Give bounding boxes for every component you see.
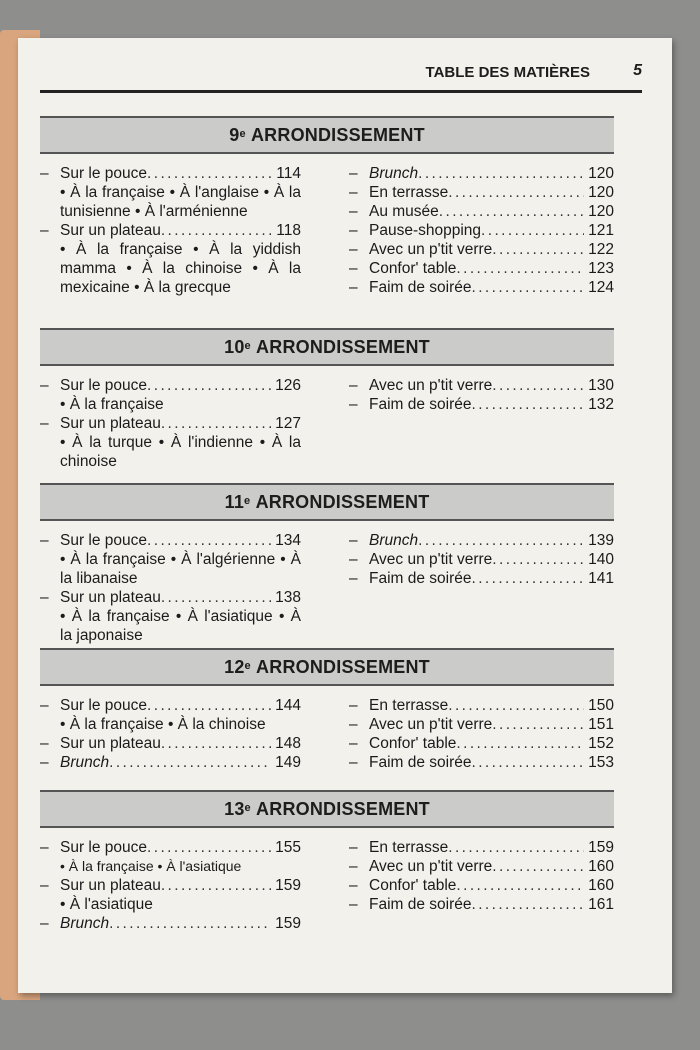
section-label: ARRONDISSEMENT xyxy=(250,798,430,819)
dot-leader xyxy=(418,531,584,550)
entry-page-number: 126 xyxy=(275,377,301,394)
dot-leader xyxy=(492,550,584,569)
entry-label: Au musée xyxy=(369,203,439,220)
toc-entry xyxy=(349,696,614,715)
entry-dash: – xyxy=(349,396,358,413)
section-number-suffix: e xyxy=(244,495,251,507)
section-number-suffix: e xyxy=(239,128,246,140)
dot-leader xyxy=(448,696,584,715)
right-column xyxy=(327,531,614,645)
toc-entry xyxy=(349,838,614,857)
dot-leader xyxy=(472,395,585,414)
section-label: ARRONDISSEMENT xyxy=(250,336,430,357)
entry-dash: – xyxy=(349,260,358,277)
dot-leader xyxy=(492,240,584,259)
dot-leader xyxy=(456,259,584,278)
entry-label: Avec un p'tit verre xyxy=(369,716,493,733)
toc-entry xyxy=(349,715,614,734)
section-columns xyxy=(40,531,614,645)
entry-subcategories: • À la française • À l'algérienne • À la libanaise xyxy=(60,551,301,587)
toc-entry xyxy=(40,696,301,715)
entry-page-number: 159 xyxy=(588,839,614,856)
toc-entry xyxy=(349,183,614,202)
section-columns xyxy=(40,164,614,297)
dot-leader xyxy=(147,838,271,857)
toc-entry xyxy=(349,240,614,259)
entry-dash: – xyxy=(40,165,49,182)
entry-label: Sur un plateau xyxy=(60,415,161,432)
entry-page-number: 123 xyxy=(588,260,614,277)
entry-dash: – xyxy=(349,222,358,239)
toc-entry xyxy=(349,202,614,221)
entry-page-number: 141 xyxy=(588,570,614,587)
section-number: 11 xyxy=(224,491,245,512)
toc-entry xyxy=(40,531,301,550)
section-label: ARRONDISSEMENT xyxy=(250,656,430,677)
entry-subcategories: • À la française • À la yiddish mamma • À la chinoise • À la mexicaine • À la grecque xyxy=(60,241,301,296)
toc-entry xyxy=(40,914,301,933)
section-label: ARRONDISSEMENT xyxy=(250,491,430,512)
toc-entry xyxy=(349,531,614,550)
entry-dash: – xyxy=(349,241,358,258)
right-column xyxy=(327,164,614,297)
dot-leader xyxy=(492,715,584,734)
entry-dash: – xyxy=(349,839,358,856)
entry-dash: – xyxy=(349,896,358,913)
toc-entry xyxy=(40,588,301,607)
right-column xyxy=(327,696,614,772)
entry-page-number: 151 xyxy=(588,716,614,733)
entry-label: Sur un plateau xyxy=(60,877,161,894)
toc-entry xyxy=(40,838,301,857)
entry-page-number: 153 xyxy=(588,754,614,771)
entry-page-number: 114 xyxy=(276,165,301,182)
entry-page-number: 152 xyxy=(588,735,614,752)
entry-label: Brunch xyxy=(60,754,110,771)
section-number: 10 xyxy=(224,336,245,357)
entry-dash: – xyxy=(349,877,358,894)
arrondissement-section xyxy=(40,328,614,471)
entry-subcategories: • À la française • À l'anglaise • À la tunisienne • À l'arménienne xyxy=(60,184,301,220)
dot-leader xyxy=(448,838,584,857)
entry-subcategories: • À l'asiatique xyxy=(60,896,153,913)
entry-label: Sur le pouce xyxy=(60,532,148,549)
dot-leader xyxy=(472,895,585,914)
left-column xyxy=(40,696,327,772)
toc-entry xyxy=(40,734,301,753)
entry-page-number: 159 xyxy=(275,915,301,932)
entry-label: Avec un p'tit verre xyxy=(369,551,493,568)
entry-label: Sur un plateau xyxy=(60,222,161,239)
entry-label: Confor' table xyxy=(369,735,457,752)
section-heading xyxy=(40,790,614,828)
entry-subcategories: • À la française • À l'asiatique xyxy=(60,858,242,874)
section-number-suffix: e xyxy=(244,660,251,672)
entry-dash: – xyxy=(349,735,358,752)
dot-leader xyxy=(439,202,584,221)
entry-label: Pause-shopping xyxy=(369,222,482,239)
entry-page-number: 127 xyxy=(275,415,301,432)
toc-entry xyxy=(349,278,614,297)
toc-entry xyxy=(349,895,614,914)
entry-dash: – xyxy=(40,839,49,856)
entry-dash: – xyxy=(40,589,49,606)
entry-label: Avec un p'tit verre xyxy=(369,377,493,394)
entry-label: Brunch xyxy=(369,532,419,549)
right-column xyxy=(327,838,614,933)
dot-leader xyxy=(481,221,584,240)
entry-dash: – xyxy=(349,716,358,733)
arrondissement-section xyxy=(40,790,614,933)
dot-leader xyxy=(472,278,585,297)
entry-label: Sur le pouce xyxy=(60,377,148,394)
toc-entry xyxy=(349,569,614,588)
section-number-suffix: e xyxy=(244,340,251,352)
toc-entry xyxy=(349,550,614,569)
entry-label: Sur le pouce xyxy=(60,165,148,182)
section-heading xyxy=(40,328,614,366)
entry-label: Faim de soirée xyxy=(369,279,472,296)
section-number-suffix: e xyxy=(244,802,251,814)
section-heading xyxy=(40,648,614,686)
entry-dash: – xyxy=(40,754,49,771)
entry-page-number: 160 xyxy=(588,877,614,894)
dot-leader xyxy=(161,414,271,433)
entry-page-number: 121 xyxy=(588,222,614,239)
arrondissement-section xyxy=(40,648,614,772)
entry-page-number: 161 xyxy=(588,896,614,913)
entry-dash: – xyxy=(349,165,358,182)
toc-entry xyxy=(40,753,301,772)
entry-label: Sur le pouce xyxy=(60,839,148,856)
section-number: 9 xyxy=(229,124,240,145)
entry-page-number: 120 xyxy=(588,165,614,182)
entry-dash: – xyxy=(349,551,358,568)
toc-entry xyxy=(349,753,614,772)
entry-dash: – xyxy=(40,415,49,432)
section-heading xyxy=(40,116,614,154)
entry-page-number: 159 xyxy=(275,877,301,894)
entry-subcategories: • À la turque • À l'indienne • À la chinoise xyxy=(60,434,301,470)
left-column xyxy=(40,376,327,471)
entry-page-number: 120 xyxy=(588,203,614,220)
entry-label: Confor' table xyxy=(369,260,457,277)
section-label: ARRONDISSEMENT xyxy=(245,124,425,145)
arrondissement-section xyxy=(40,483,614,645)
entry-dash: – xyxy=(40,877,49,894)
toc-entry xyxy=(40,414,301,433)
dot-leader xyxy=(161,876,271,895)
entry-dash: – xyxy=(349,279,358,296)
entry-page-number: 149 xyxy=(275,754,301,771)
section-columns xyxy=(40,376,614,471)
dot-leader xyxy=(418,164,584,183)
entry-page-number: 140 xyxy=(588,551,614,568)
dot-leader xyxy=(161,588,271,607)
entry-label: Brunch xyxy=(60,915,110,932)
toc-entry xyxy=(349,876,614,895)
entry-page-number: 122 xyxy=(588,241,614,258)
dot-leader xyxy=(147,164,272,183)
dot-leader xyxy=(456,734,584,753)
dot-leader xyxy=(472,569,585,588)
entry-dash: – xyxy=(349,184,358,201)
toc-entry xyxy=(349,164,614,183)
entry-page-number: 144 xyxy=(275,697,301,714)
entry-label: Faim de soirée xyxy=(369,570,472,587)
dot-leader xyxy=(109,914,271,933)
dot-leader xyxy=(492,857,584,876)
toc-entry xyxy=(40,876,301,895)
entry-subcategories: • À la française • À la chinoise xyxy=(60,716,266,733)
entry-page-number: 132 xyxy=(588,396,614,413)
left-column xyxy=(40,531,327,645)
entry-dash: – xyxy=(40,697,49,714)
entry-dash: – xyxy=(40,735,49,752)
dot-leader xyxy=(472,753,585,772)
entry-label: Avec un p'tit verre xyxy=(369,858,493,875)
toc-entry xyxy=(349,395,614,414)
page-number: 5 xyxy=(633,62,642,79)
entry-label: Sur un plateau xyxy=(60,589,161,606)
entry-dash: – xyxy=(349,203,358,220)
section-columns xyxy=(40,838,614,933)
entry-dash: – xyxy=(349,697,358,714)
left-column xyxy=(40,164,327,297)
toc-entry xyxy=(349,259,614,278)
entry-dash: – xyxy=(349,858,358,875)
section-number: 13 xyxy=(224,798,245,819)
dot-leader xyxy=(109,753,271,772)
section-columns xyxy=(40,696,614,772)
entry-subcategories: • À la française • À l'asiatique • À la japonaise xyxy=(60,608,301,644)
dot-leader xyxy=(161,734,271,753)
dot-leader xyxy=(147,376,271,395)
book-page xyxy=(18,38,672,993)
toc-entry xyxy=(349,734,614,753)
entry-dash: – xyxy=(40,377,49,394)
toc-entry xyxy=(349,376,614,395)
toc-entry xyxy=(349,221,614,240)
toc-entry xyxy=(40,164,301,183)
entry-page-number: 134 xyxy=(275,532,301,549)
entry-dash: – xyxy=(40,532,49,549)
entry-label: Avec un p'tit verre xyxy=(369,241,493,258)
arrondissement-section xyxy=(40,116,614,297)
dot-leader xyxy=(448,183,584,202)
right-column xyxy=(327,376,614,471)
toc-entry xyxy=(40,376,301,395)
page-header-title: TABLE DES MATIÈRES xyxy=(425,64,590,81)
entry-label: Brunch xyxy=(369,165,419,182)
entry-label: En terrasse xyxy=(369,184,449,201)
entry-label: En terrasse xyxy=(369,839,449,856)
entry-page-number: 155 xyxy=(275,839,301,856)
left-column xyxy=(40,838,327,933)
dot-leader xyxy=(161,221,272,240)
entry-page-number: 148 xyxy=(275,735,301,752)
entry-dash: – xyxy=(40,222,49,239)
section-number: 12 xyxy=(224,656,245,677)
dot-leader xyxy=(147,531,271,550)
entry-dash: – xyxy=(349,377,358,394)
entry-page-number: 139 xyxy=(588,532,614,549)
entry-label: Faim de soirée xyxy=(369,896,472,913)
entry-page-number: 120 xyxy=(588,184,614,201)
dot-leader xyxy=(492,376,584,395)
entry-dash: – xyxy=(349,570,358,587)
entry-label: Confor' table xyxy=(369,877,457,894)
page-header xyxy=(40,60,642,93)
section-heading xyxy=(40,483,614,521)
entry-dash: – xyxy=(349,532,358,549)
entry-subcategories: • À la française xyxy=(60,396,164,413)
entry-page-number: 118 xyxy=(276,222,301,239)
entry-label: Faim de soirée xyxy=(369,396,472,413)
entry-label: Faim de soirée xyxy=(369,754,472,771)
entry-page-number: 130 xyxy=(588,377,614,394)
entry-page-number: 150 xyxy=(588,697,614,714)
entry-page-number: 138 xyxy=(275,589,301,606)
toc-entry xyxy=(40,221,301,240)
entry-label: En terrasse xyxy=(369,697,449,714)
entry-label: Sur un plateau xyxy=(60,735,161,752)
entry-page-number: 124 xyxy=(588,279,614,296)
dot-leader xyxy=(456,876,584,895)
entry-label: Sur le pouce xyxy=(60,697,148,714)
entry-page-number: 160 xyxy=(588,858,614,875)
dot-leader xyxy=(147,696,271,715)
entry-dash: – xyxy=(40,915,49,932)
entry-dash: – xyxy=(349,754,358,771)
toc-entry xyxy=(349,857,614,876)
